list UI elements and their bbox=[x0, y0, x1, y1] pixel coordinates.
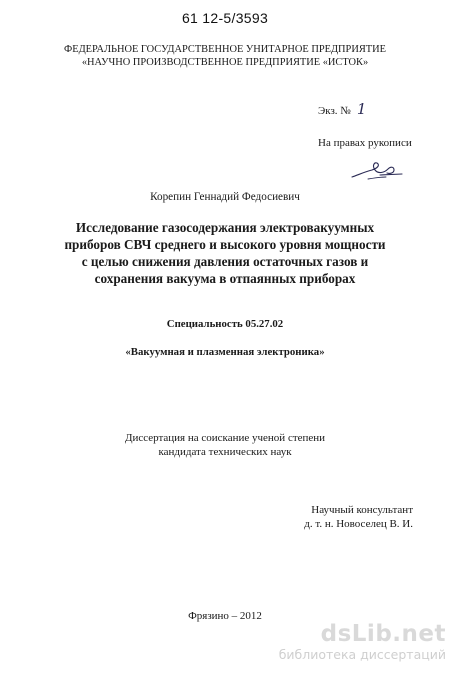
specialty-code: Специальность 05.27.02 bbox=[166, 318, 284, 330]
dslib-watermark bbox=[268, 621, 446, 662]
thesis-title bbox=[0, 219, 450, 287]
specialty-name: «Вакуумная и плазменная электроника» bbox=[125, 346, 325, 358]
degree-statement bbox=[0, 431, 450, 459]
handwritten-signature bbox=[350, 155, 406, 190]
organization-line-1: ФЕДЕРАЛЬНОЕ ГОСУДАРСТВЕННОЕ УНИТАРНОЕ ПРЕДПРИЯТИЕ bbox=[64, 44, 386, 55]
thesis-title-line: сохранения вакуума в отпаянных приборах bbox=[94, 271, 356, 286]
thesis-title-line: Исследование газосодержания электровакуумных bbox=[75, 220, 375, 235]
advisor-role: Научный консультант bbox=[311, 504, 413, 516]
manuscript-rights-note: На правах рукописи bbox=[318, 137, 412, 149]
watermark-logo: dsLib.net bbox=[320, 621, 446, 647]
copy-number-label: Экз. № bbox=[318, 105, 351, 117]
copy-number-value: 1 bbox=[356, 100, 367, 118]
organization-name bbox=[0, 43, 450, 69]
degree-line-1: Диссертация на соискание ученой степени bbox=[124, 432, 326, 444]
organization-line-2: «НАУЧНО ПРОИЗВОДСТВЕННОЕ ПРЕДПРИЯТИЕ «ИСТОК» bbox=[81, 57, 369, 68]
city-and-year: Фрязино – 2012 bbox=[188, 610, 262, 622]
thesis-title-line: приборов СВЧ среднего и высокого уровня мощности bbox=[64, 237, 386, 252]
watermark-subtitle: библиотека диссертаций bbox=[278, 647, 446, 662]
scientific-advisor bbox=[0, 503, 413, 531]
copy-number bbox=[318, 100, 366, 118]
advisor-name: д. т. н. Новоселец В. И. bbox=[304, 518, 413, 530]
archive-code: 61 12-5/3593 bbox=[181, 10, 269, 26]
author-name: Корепин Геннадий Федосиевич bbox=[150, 191, 300, 203]
degree-line-2: кандидата технических наук bbox=[158, 446, 292, 458]
thesis-title-line: с целью снижения давления остаточных газов и bbox=[81, 254, 369, 269]
